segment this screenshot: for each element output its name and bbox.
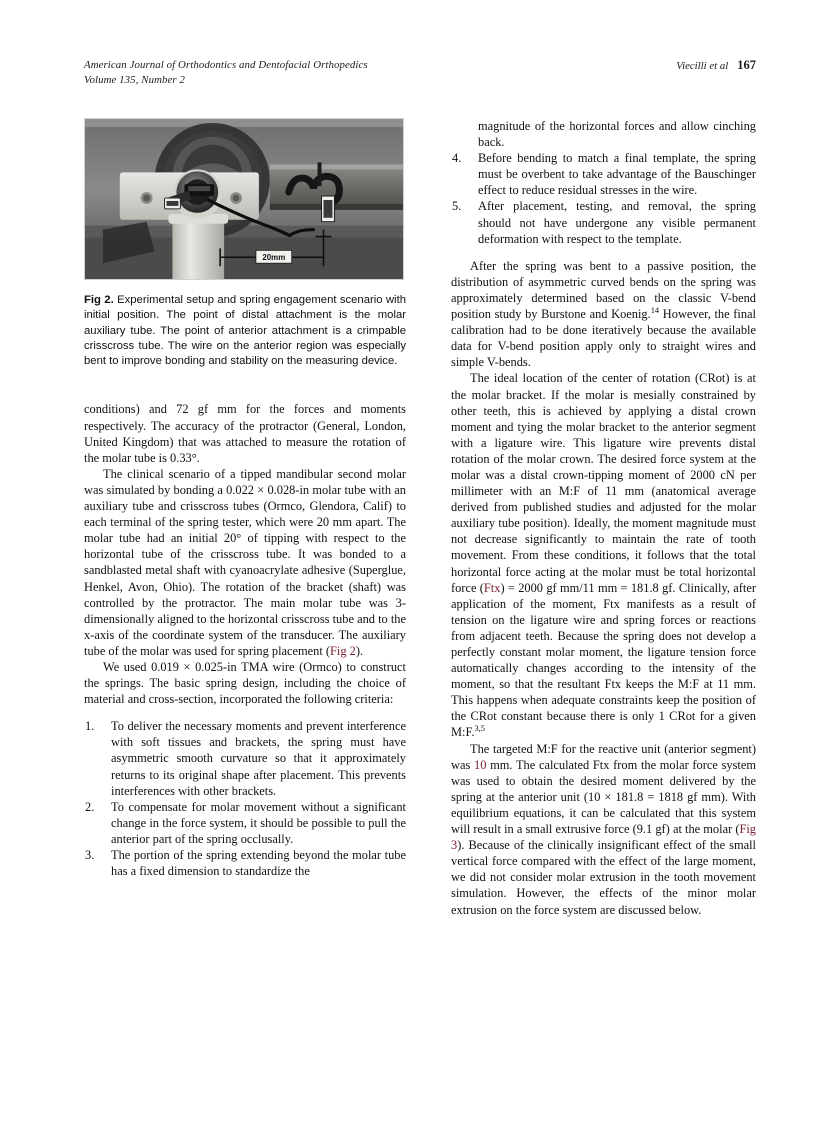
design-criteria-list [84, 718, 406, 879]
target-text-b: mm. The calculated Ftx from the molar force system was used to obtain the desired moment delivered by the spring at the anterior unit (10 × 181.8 = 1818 gf mm). With equilibrium equations, it can be calculated that this system will result in a small extrusive force (9.1 gf) at the molar ( [451, 757, 757, 837]
list-item-text: magnitude of the horizontal forces and allow cinching back. [478, 119, 756, 150]
clinical-scenario-text-a: The clinical scenario of a tipped mandibular second molar was simulated by bonding a 0.022 × 0.028-in molar tube with an auxiliary tube and crisscross tubes (Ormco, Glendora, Calif) to each terminal of the spring tester, which were 20 mm apart. The molar tube had an initial 20° of tipping with respect to the horizontal tube of the crisscross tube. It was bonded to a sandblasted metal shaft with cyanoacrylate adhesive (Superglue, Henkel, Avon, Ohio). The rotation of the bracket (shaft) was controlled by the protractor. The main molar tube was 3-dimensionally aligned to the horizontal crisscross tube and to the x-axis of the coordinate system of the transducer. The auxiliary tube of the molar was used for spring placement ( [84, 466, 406, 658]
authors-short: Viecilli et al [676, 60, 729, 72]
list-item-number: 2. [85, 799, 95, 814]
figure-3-crossref-link[interactable]: Fig 3 [451, 822, 756, 853]
list-item [84, 847, 406, 879]
paragraph-calibration [451, 258, 756, 371]
list-item-text: To deliver the necessary moments and prevent interference with soft tissues and brackets, the spring must have asymmetric smooth curvature so that it approximately returns to its original shape after placement. This prevents interferences with other brackets. [111, 719, 406, 798]
list-item [451, 150, 756, 198]
crot-text-a: The ideal location of the center of rotation (CRot) is at the molar bracket. If the molar is mesially constrained by other teeth, this is achieved by applying a distal crown moment and tying the molar bracket to the anterior segment with a ligature wire. This ligature wire prevents distal rotation of the molar crown. The desired force system at the molar was a distal crown-tipping moment of 2000 cN per millimeter with an M:F of 11 mm (anatomical average derived from published studies and adjusted for the molar auxiliary tube position). Ideally, the moment magnitude must not decrease significantly to maintain the rate of tooth movement. From these conditions, it follows that the total horizontal force acting at the molar must be total horizontal force ( [451, 371, 756, 595]
target-text-c: ). Because of the clinically insignificant effect of the small vertical force compared with the effect of the large moment, we did not consider molar extrusion in the tooth movement simulation. However, the effects of the minor molar extrusion on the force system are discussed below. [451, 838, 756, 917]
value-10-link[interactable]: 10 [474, 757, 487, 772]
reference-marker-14[interactable]: 14 [650, 304, 660, 315]
calibration-text-b: However, the final calibration had to be done iteratively because the available data for V-bend position apply only to straight wires and simple V-bends. [451, 307, 756, 370]
figure-2-label: Fig 2. [84, 294, 114, 306]
crot-text-b: ) = 2000 gf mm/11 mm = 181.8 gf. Clinically, after application of the moment, Ftx manifests as a result of tension on the ligature wire and spring forces or reactions from adjacent teeth. Because the spring does not develop a perfectly constant molar moment, the ligature tension force automatically changes according to the intensity of the moment, so that the resultant Ftx keeps the M:F at 11 mm. This happens when adequate constraints keep the position of the CRot constant because there is only 1 CRot for a given M:F. [451, 580, 756, 740]
running-head-right [676, 58, 756, 74]
reference-marker-3-5[interactable]: 3,5 [474, 723, 485, 734]
calibration-text-a: After the spring was bent to a passive position, the distribution of asymmetric curved bends on the spring was approximately determined based on the classic V-bend position study by Burstone and Koenig. [451, 258, 756, 322]
clinical-scenario-text-b: ). [355, 643, 364, 658]
list-item-text: Before bending to match a final template, the spring must be overbent to take advantage of the Bauschinger effect to reduce residual stresses in the wire. [478, 151, 756, 198]
list-item [84, 718, 406, 798]
figure-2-photograph [84, 118, 404, 280]
list-item-number: 5. [452, 199, 462, 214]
figure-body-gap [84, 369, 406, 401]
paragraph-center-of-rotation [451, 370, 756, 740]
figure-2 [84, 118, 406, 369]
list-item [84, 799, 406, 847]
figure-2-crossref-link[interactable]: Fig 2 [330, 643, 356, 658]
journal-volume-issue: Volume 135, Number 2 [84, 74, 185, 86]
target-text-a: The targeted M:F for the reactive unit (anterior segment) was [451, 741, 756, 772]
paragraph-gap-1 [451, 247, 756, 258]
running-head [84, 58, 756, 92]
paragraph-target-mf [451, 741, 756, 918]
figure-dimension-label: 20mm [262, 253, 286, 263]
list-item-number: 1. [85, 719, 95, 734]
journal-title-block [84, 58, 368, 88]
left-column [84, 118, 406, 879]
journal-title: American Journal of Orthodontics and Dentofacial Orthopedics [84, 59, 368, 71]
paragraph-continuation: conditions) and 72 gf mm for the forces and moments respectively. The accuracy of the protractor (General, London, United Kingdom) that was attached to measure the rotation of the molar tube is 0.33°. [84, 402, 406, 465]
right-column [451, 118, 756, 918]
list-item [451, 198, 756, 246]
list-item-text: After placement, testing, and removal, the spring should not have undergone any visible permanent deformation with respect to the template. [478, 199, 756, 246]
list-item-number: 4. [452, 151, 462, 166]
design-criteria-list-continued [451, 118, 756, 247]
page-number: 167 [737, 58, 756, 72]
list-gap [84, 707, 406, 718]
list-item-number: 3. [85, 848, 95, 863]
ftx-crossref-link[interactable]: Ftx [483, 580, 501, 595]
figure-2-caption-text: Experimental setup and spring engagement scenario with initial position. The point of distal attachment is the molar auxiliary tube. The point of anterior attachment is a crimpable crisscross tube. The wire on the anterior region was especially bent to improve bonding and stability on the measuring device. [84, 294, 406, 368]
paragraph-wire-material: We used 0.019 × 0.025-in TMA wire (Ormco) to construct the springs. The basic spring design, including the choice of material and cross-section, incorporated the following criteria: [84, 659, 406, 707]
figure-2-caption [84, 293, 406, 369]
list-item [451, 118, 756, 150]
list-item-text: The portion of the spring extending beyond the molar tube has a fixed dimension to standardize the [111, 848, 406, 879]
list-item-text: To compensate for molar movement without a significant change in the force system, it should be possible to pull the anterior part of the spring occlusally. [111, 799, 406, 846]
paragraph-clinical-scenario [84, 466, 406, 659]
